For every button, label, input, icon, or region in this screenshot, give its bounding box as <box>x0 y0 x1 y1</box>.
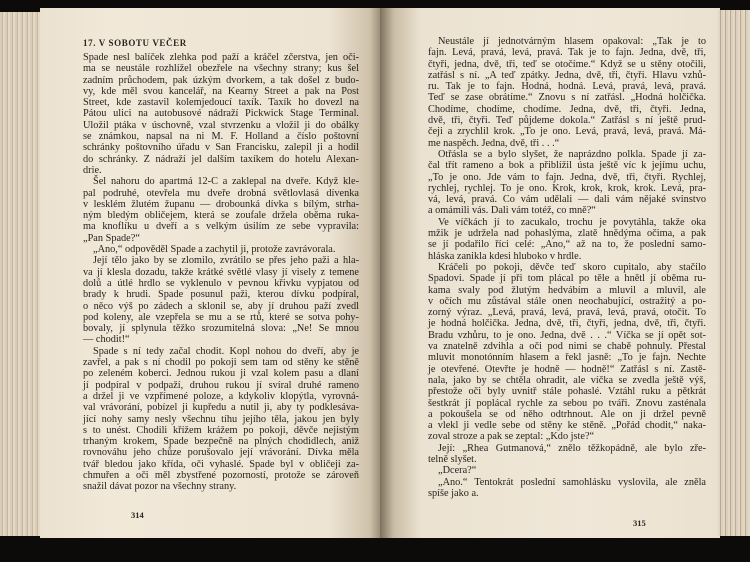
page-edges-left <box>0 12 42 536</box>
text-line: Ve víčkách jí to zacukalo, trochu je povytáhla, takže oka <box>438 216 706 228</box>
text-line: ma knoflíku u dveří a s velkým úsilím ze sebe vypravila: <box>83 221 359 233</box>
paragraph <box>428 149 706 217</box>
text-line: šestkrát jí poplácal rychle za sebou po tváři. Znovu zasténala <box>428 397 706 409</box>
text-line: me naspěch. Jedna, dvě, tři . . .“ <box>428 137 560 149</box>
text-line: rovnováhu jeho chůze porušovalo její vrávorání. Dívka měla <box>83 447 359 459</box>
text-line: jí podpíral v podpaží, druhou rukou jí svíral druhé rameno <box>83 379 359 391</box>
text-line: čeji a zrychlil krok. „To je ono. Levá, pravá, levá, pravá. Má- <box>428 126 706 138</box>
text-line: bovaly, jí splynula těžko srozumitelná slova: „Ne! Se mnou <box>83 323 359 335</box>
text-line: vy, kde měl svou kancelář, na Kearny Street a pak na Post <box>83 85 359 97</box>
text-line: dvě, tři, čtyři. Teď půjdeme dokola.“ Zatřásl s ní ještě prud- <box>428 115 706 127</box>
text-line: a omámili vás. Dali vám totéž, co mně?“ <box>428 205 596 217</box>
text-line: zorný výraz. „Levá, pravá, levá, pravá, levá, pravá, otočit. To <box>428 307 706 319</box>
text-line: Šel nahoru do apartmá 12-C a zaklepal na dveře. Když kle- <box>93 176 359 188</box>
text-line: Pátou ulici na autobusové nádraží Pickwick Stage Terminal. <box>83 108 359 120</box>
text-line: tvář bledou jako křída, oči vyhaslé. Spade byl v obličeji za- <box>83 458 359 470</box>
text-line: val vrávorání, pobízel ji kupředu a nutil ji, aby ty podklesáva- <box>83 402 359 414</box>
text-line: telně slyšet. <box>428 453 477 465</box>
text-line: jící nohy samy nesly všechnu tíhu jejího těla, jakou jen byly <box>83 413 359 425</box>
paragraph <box>428 443 706 466</box>
text-line: Bradu vzhůru, to je ono. Jedna, dvě . . .“ Víčka se jí opět sot- <box>428 329 706 341</box>
text-line: a pokoušela se od něho odtrhnout. Ale on ji držel pevně <box>428 408 706 420</box>
text-line: pal podruhé, otevřela mu dveře drobná světlovlasá dívenka <box>83 187 359 199</box>
text-line: zavřel, a pak s ní chodil po pokoji sem tam od stěny ke stěně <box>83 357 359 369</box>
text-line: o něco výš po zádech a sklonil se, aby jí druhou paží zvedl <box>83 300 359 312</box>
text-line: Otřásla se a bylo slyšet, že naprázdno polkla. Spade jí za- <box>438 148 706 160</box>
chapter-header: 17. V SOBOTU VEČER <box>83 38 187 48</box>
text-line: Její: „Rhea Gutmanová,“ znělo těžkopádně, ale bylo zře- <box>438 442 706 454</box>
text-line: vá, levá, pravá. Co vám udělali — dali vám nějaké svinstvo <box>428 194 706 206</box>
text-line: Spadovi. Spade jí při tom plácal po těle a hnětl jí oběma ru- <box>428 273 706 285</box>
text-line: schránky poštovního úřadu v San Francisku, zalepil ji a hodil <box>83 142 359 154</box>
text-line: v očích mu zůstával stále onen neochabující, ostražitý a po- <box>428 295 706 307</box>
text-line: kama svaly pod žlutým hedvábím a mluvil a mluvil, ale <box>428 284 706 296</box>
text-line: mžik je udržela nad pohaslýma, zlatě hnědýma očima, a pak <box>428 228 706 240</box>
text-line: po zeleném koberci. Jednou rukou ji vzal kolem pasu a dlaní <box>83 368 359 380</box>
text-line: Street, kde zastavil kolemjedoucí taxík. Taxík ho dovezl na <box>83 97 359 109</box>
page-number-right: 315 <box>633 518 646 528</box>
text-line: va jí klesla dozadu, takže krátké světlé vlasy jí visely z temene <box>83 266 359 278</box>
text-line: nala, jako by se chtěla ohradit, ale víčka se zvedla ještě výš, <box>428 374 706 386</box>
text-line: je otevřené. Otevřte je hodně — hodně!“ Zatřásl s ní. Zastě- <box>428 363 706 375</box>
text-line: rychlej, rychlej. To je ono. Krok, krok, krok, krok. Levá, pra- <box>428 182 706 194</box>
text-line: v lesklém žlutém županu — drobounká dívka s bílým, strha- <box>83 198 359 210</box>
text-line: Teď se zase obrátíme.“ Znovu s ní zatřásl. „Hodná holčička. <box>428 92 706 104</box>
text-line: drie. <box>83 164 102 176</box>
text-line: je hodná holčička. Jedna, dvě, tři, čtyři, jedna, dvě, tři, čtyři. <box>428 318 706 330</box>
text-line: čtyři, jedna, dvě, tři, teď se otočíme.“ Když se u stěny otočili, <box>428 58 706 70</box>
paragraph <box>428 36 706 149</box>
text-line: chmuřen a oči měl zbystřené pozorností, protože se zároveň <box>83 469 359 481</box>
text-line: spíše jako a. <box>428 487 479 499</box>
text-line: s to unést. Chodili křížem krážem po pokoji, děvče nejistým <box>83 424 359 436</box>
text-line: Spade nesl balíček zlehka pod paží a kráčel zčerstva, jen oči- <box>83 52 359 63</box>
paragraph <box>83 52 359 176</box>
paragraph <box>83 244 359 255</box>
text-line: dolů a útlé hrdlo se vyklenulo v pevnou křivku vypjatou od <box>83 277 359 289</box>
paragraph <box>428 217 706 262</box>
text-line: Její tělo jako by se zlomilo, zvrátilo se přes jeho paži a hla- <box>93 255 359 267</box>
page-number-left: 314 <box>131 510 144 520</box>
text-line: pod koleny, ale vzepřela se mu a se rtů, které se sotva pohy- <box>83 311 359 323</box>
text-line: Chodíme, chodíme, chodíme. Jedna, dvě, tři, čtyři. Jedna, <box>428 103 706 115</box>
text-line: hláska zanikla kdesi hluboko v hrdle. <box>428 250 582 262</box>
paragraph <box>83 176 359 244</box>
text-line: — chodit!“ <box>83 334 130 346</box>
text-line: va znatelně zdvihla a oči pod nimi se chabě pohnuly. Přestal <box>428 341 706 353</box>
text-line: Uložil ptáka v úschovně, vzal stvrzenku a vložil ji do obálky <box>83 119 359 131</box>
text-line: se známkou, napsal na ni M. F. Holland a číslo poštovní <box>83 131 359 143</box>
text-line: „Pan Spade?“ <box>83 232 140 244</box>
right-page-text <box>428 36 706 499</box>
text-line: Neustále jí jednotvárným hlasem opakoval: „Tak je to <box>438 36 706 47</box>
paragraph <box>83 255 359 345</box>
text-line: „To je ono. Jde vám to fajn. Jedna, dvě, tři, čtyři. Rychlej, <box>428 171 706 183</box>
text-line: ma se neustále rozhlížel obezřele na všechny strany; kus šel <box>83 63 359 75</box>
text-line: „Dcera?“ <box>438 465 477 477</box>
text-line: ru. Tak je to fajn. Hodná, hodná. Levá, pravá, levá, pravá. <box>428 81 706 93</box>
text-line: Kráčeli po pokoji, děvče teď skoro cupitalo, aby stačilo <box>438 261 706 273</box>
text-line: snažil dávat pozor na všechny strany. <box>83 481 237 493</box>
text-line: zoval stroze a pak se zeptal: „Kdo jste?“ <box>428 431 595 443</box>
text-line: ným bledým obličejem, která se zoufale držela oběma ruka- <box>83 210 359 222</box>
text-line: mluvit monotónním hlasem a řekl jasně: „To je fajn. Nechte <box>428 352 706 364</box>
text-line: fajn. Levá, pravá, levá, pravá. Tak je to fajn. Jedna, dvě, tři, <box>428 47 706 59</box>
text-line: Spade s ní tedy začal chodit. Kopl nohou do dveří, aby je <box>93 345 359 357</box>
text-line: zatřásl s ní. „A teď zpátky. Jedna, dvě, tři, čtyři. Hlavu vzhů- <box>428 69 706 81</box>
text-line: přestože oči byly uvnitř stále pohaslé. Vztáhl ruku a pětkrát <box>428 386 706 398</box>
text-line: čal třít rameno a bok a přiblížil ústa ještě víc k jejímu uchu, <box>428 160 706 172</box>
paragraph <box>83 346 359 493</box>
text-line: a vlekl ji vedle sebe od stěny ke stěně. „Pořád chodit,“ naka- <box>428 420 706 432</box>
text-line: a držel ji ve vzpřímené poloze, a kdykoliv klopýtla, vyrovná- <box>83 390 359 402</box>
text-line: do schránky. Z nádraží jel dalším taxíkem do hotelu Alexan- <box>83 153 359 165</box>
page-edges-right <box>718 10 750 536</box>
text-line: brady k hrudi. Spade posunul paži, kterou dívku podpíral, <box>83 289 359 301</box>
text-line: „Ano,“ odpověděl Spade a zachytil ji, protože zavrávorala. <box>93 244 336 256</box>
text-line: zadním průchodem, pak úzkým dvorkem, a tak došel z budo- <box>83 74 359 86</box>
text-line: trhaným krokem, Spade bezpečně na plných chodidlech, aniž <box>83 436 359 448</box>
left-page-text <box>83 52 359 493</box>
paragraph <box>428 465 706 476</box>
paragraph <box>428 262 706 443</box>
paragraph <box>428 477 706 500</box>
text-line: se jí podařilo říci celé: „Ano,“ až na to, že poslední samo- <box>428 239 706 251</box>
text-line: „Ano.“ Tentokrát poslední samohlásku vyslovila, ale zněla <box>438 476 706 488</box>
